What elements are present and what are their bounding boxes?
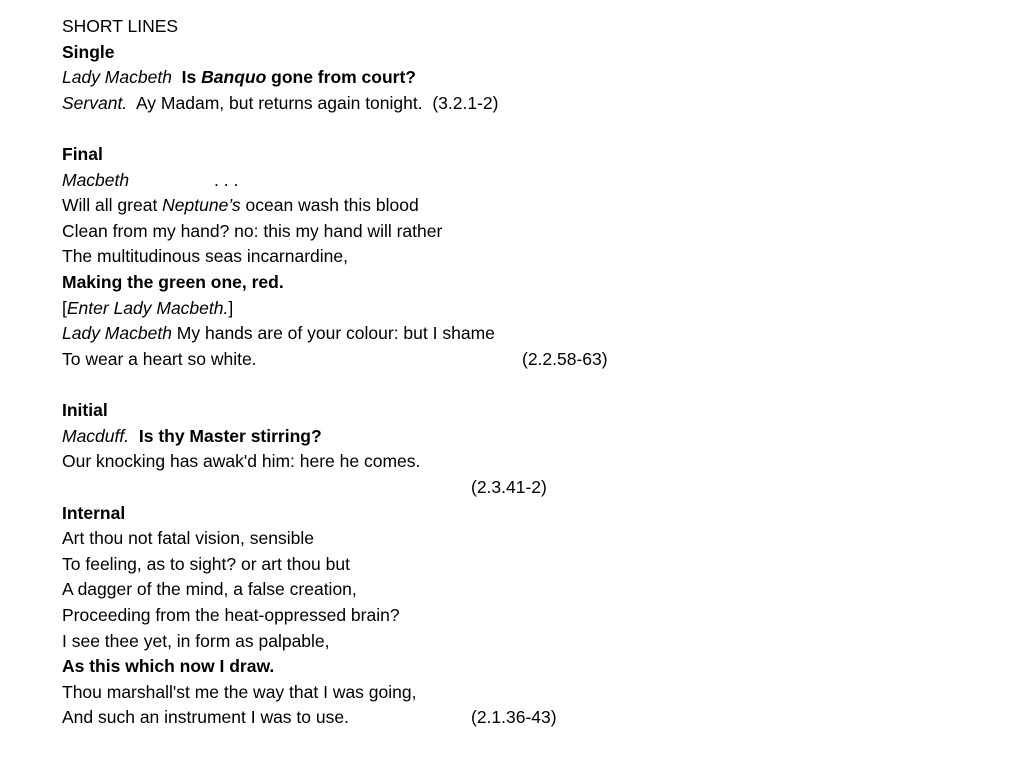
heading-internal: Internal — [62, 503, 126, 523]
name-banquo: Banquo — [201, 67, 267, 87]
heading-initial: Initial — [62, 400, 108, 420]
internal-line-6: As this which now I draw. — [62, 656, 275, 676]
final-line-3: Clean from my hand? no: this my hand will rather — [62, 221, 443, 241]
final-line-7 — [62, 321, 495, 347]
bracket-close: ] — [228, 298, 234, 318]
citation: (2.1.36-43) — [471, 707, 557, 727]
internal-line-4: Proceeding from the heat-oppressed brain? — [62, 605, 400, 625]
final-line-5: Making the green one, red. — [62, 272, 284, 292]
stage-direction-text: Enter Lady Macbeth. — [66, 298, 229, 318]
speaker-lady-macbeth: Lady Macbeth — [62, 323, 172, 343]
speaker-macbeth: Macbeth — [62, 170, 130, 190]
line-text: To wear a heart so white. — [62, 349, 257, 369]
internal-line-8 — [62, 705, 557, 731]
citation: (2.3.41-2) — [471, 477, 547, 497]
final-line-2 — [62, 193, 419, 219]
citation: (3.2.1-2) — [432, 93, 499, 113]
name-neptune: Neptune’s — [162, 195, 241, 215]
speaker-servant: Servant. — [62, 93, 128, 113]
line-part: ocean wash this blood — [240, 195, 419, 215]
line-text: And such an instrument I was to use. — [62, 707, 349, 727]
stage-direction — [62, 296, 233, 322]
ellipsis: . . . — [214, 170, 239, 190]
initial-line-2: Our knocking has awak'd him: here he comes. — [62, 451, 421, 471]
line-part: gone from court? — [266, 67, 416, 87]
final-line-8 — [62, 347, 608, 373]
internal-line-3: A dagger of the mind, a false creation, — [62, 579, 357, 599]
speaker-macduff: Macduff. — [62, 426, 130, 446]
line-text: My hands are of your colour: but I shame — [171, 323, 495, 343]
single-line-1 — [62, 65, 416, 91]
citation: (2.2.58-63) — [522, 349, 608, 369]
internal-line-1: Art thou not fatal vision, sensible — [62, 528, 314, 548]
speaker-lady-macbeth: Lady Macbeth — [62, 67, 172, 87]
bracket-open: [ — [62, 298, 67, 318]
single-line-2 — [62, 91, 498, 117]
internal-line-7: Thou marshall'st me the way that I was going, — [62, 682, 417, 702]
line-part: Will all great — [62, 195, 163, 215]
internal-line-2: To feeling, as to sight? or art thou but — [62, 554, 350, 574]
heading-final: Final — [62, 144, 103, 164]
line-part: Is — [181, 67, 202, 87]
final-line-1 — [62, 168, 239, 194]
line-text: Ay Madam, but returns again tonight. — [135, 93, 423, 113]
line-text: Is thy Master stirring? — [138, 426, 322, 446]
initial-line-1 — [62, 424, 322, 450]
internal-line-5: I see thee yet, in form as palpable, — [62, 631, 330, 651]
final-line-4: The multitudinous seas incarnardine, — [62, 246, 348, 266]
heading-single: Single — [62, 42, 115, 62]
slide-title: SHORT LINES — [62, 16, 179, 36]
